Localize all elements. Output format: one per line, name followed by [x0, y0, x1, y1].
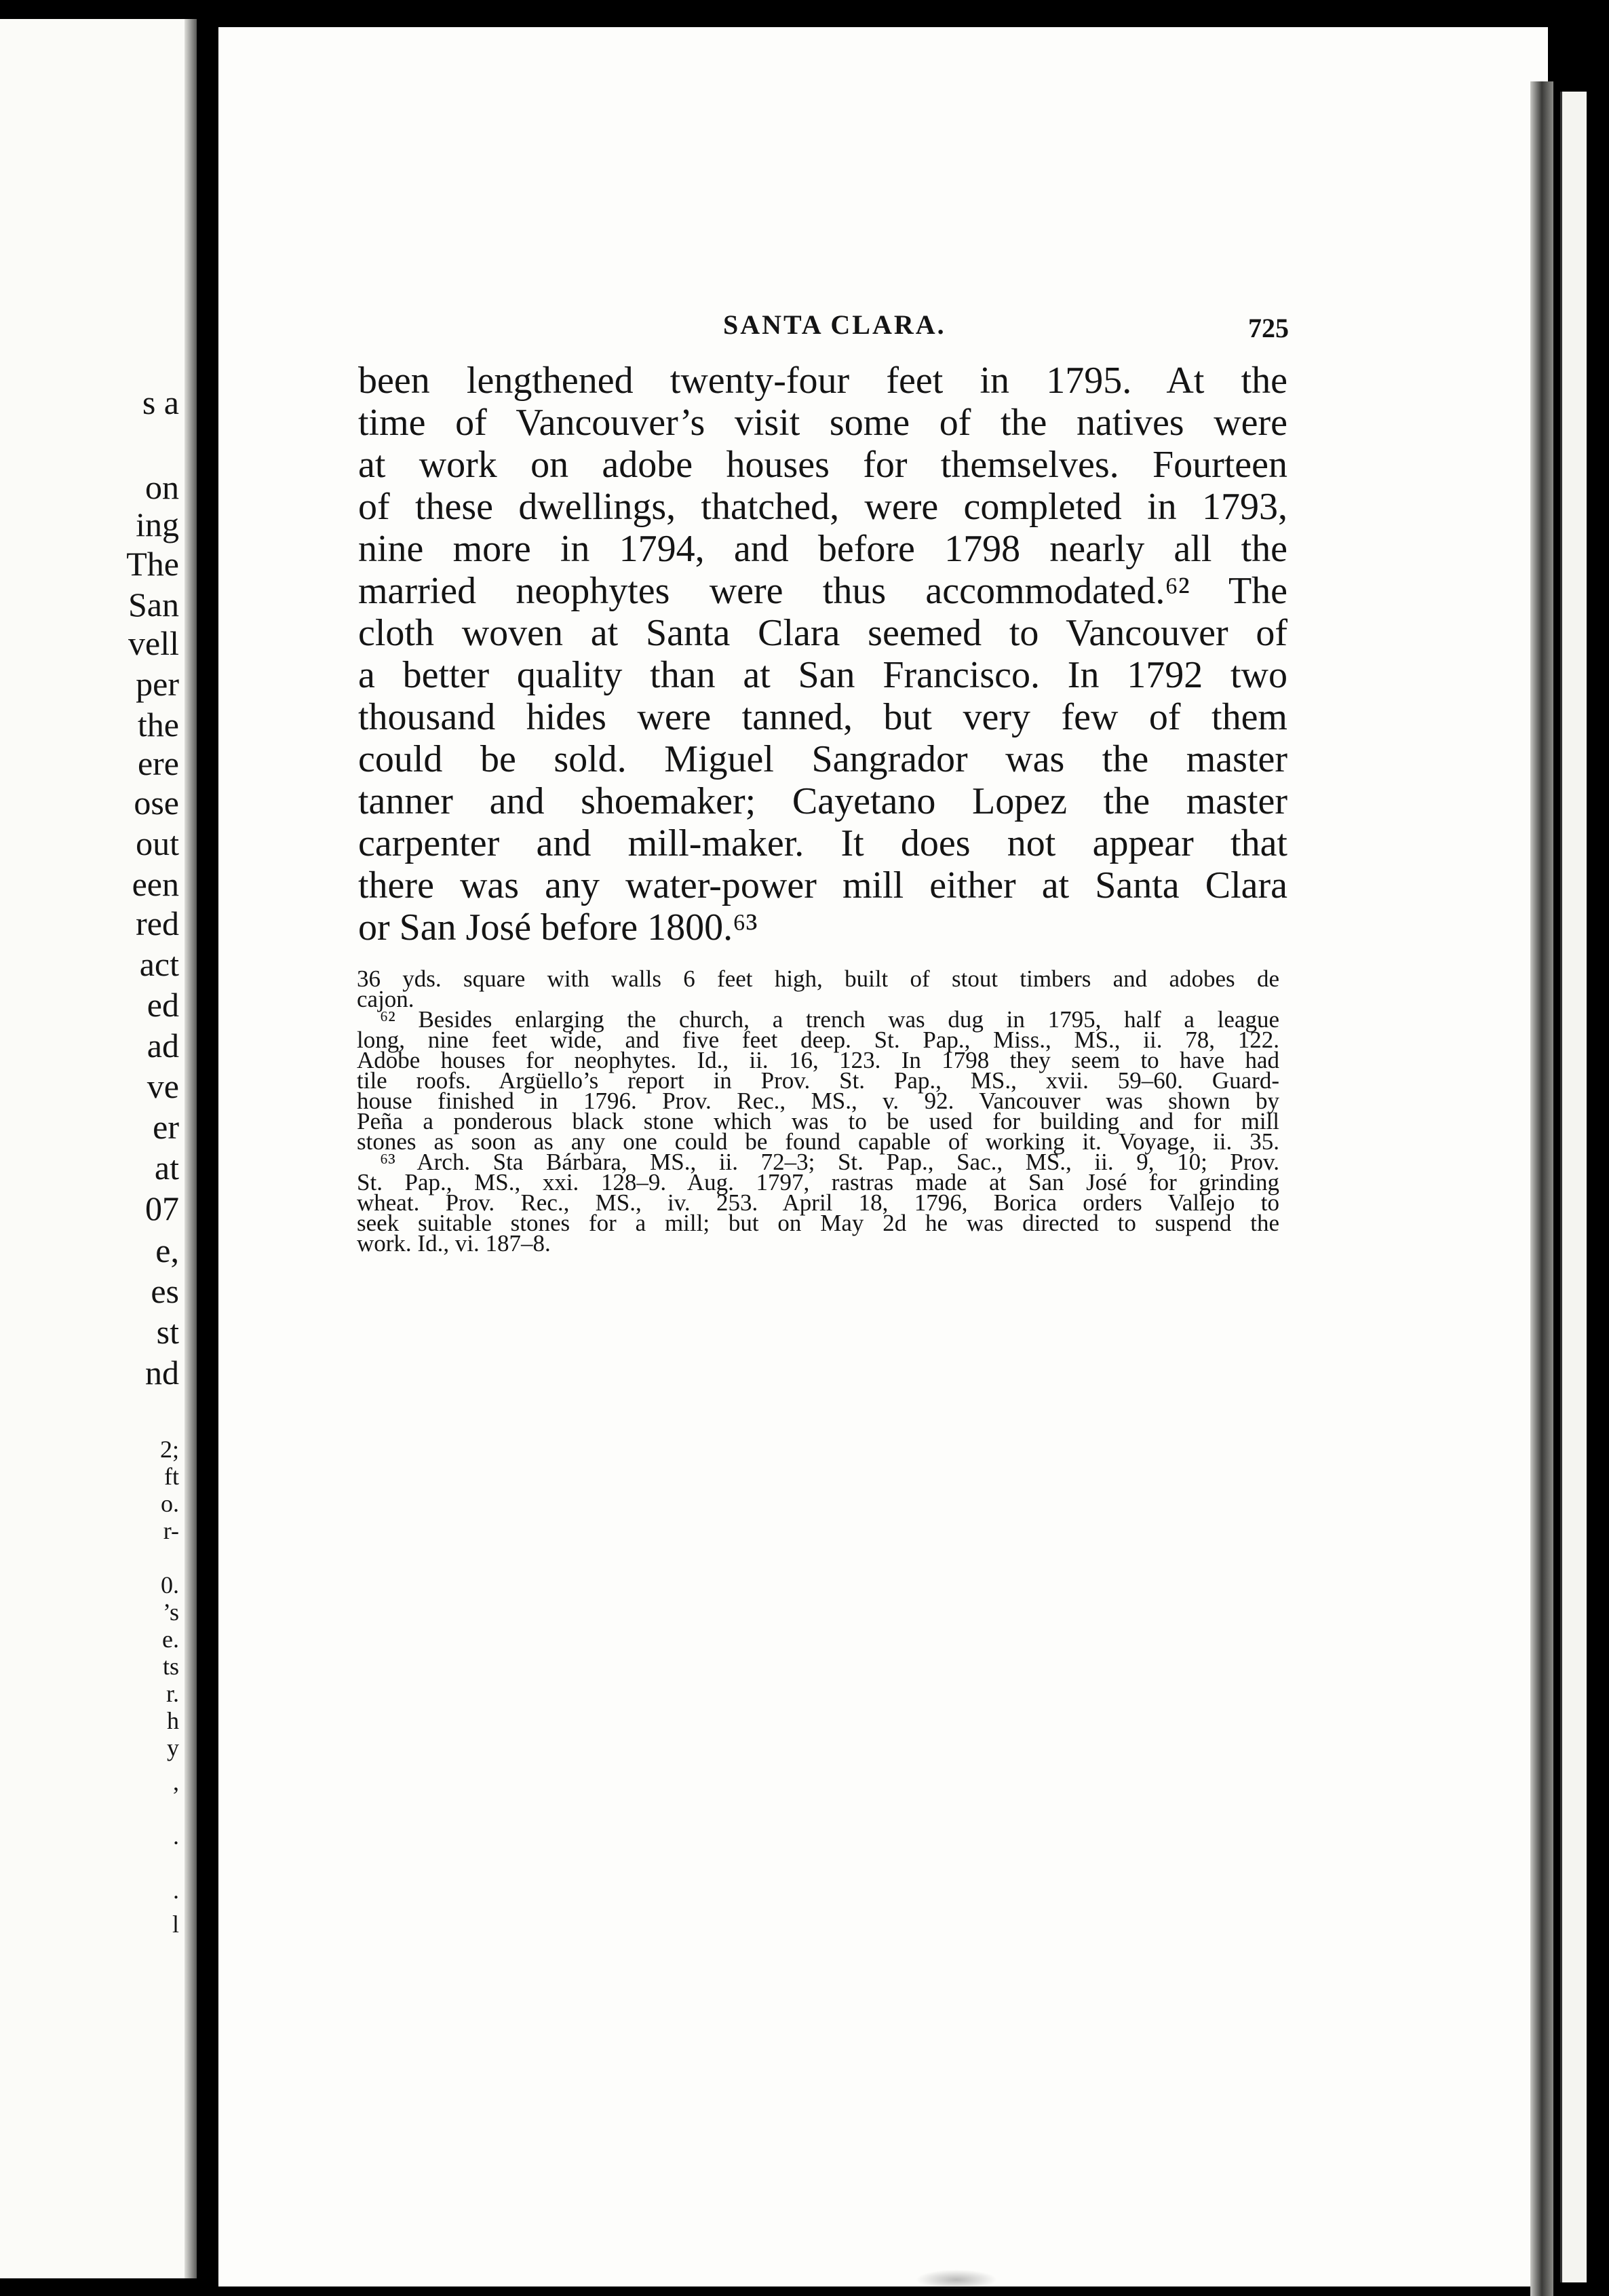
facing-page-line: o.: [161, 1490, 179, 1517]
facing-page-line: een: [132, 865, 179, 903]
footnote-line: house finished in 1796. Prov. Rec., MS., v. 92. Vancouver was shown by: [357, 1088, 1279, 1114]
facing-page-line: y: [167, 1734, 179, 1761]
facing-page-line: at: [154, 1149, 179, 1187]
facing-page-line: vell: [128, 624, 179, 662]
facing-page-line: r-: [163, 1517, 179, 1544]
facing-page-line: ,: [173, 1768, 179, 1795]
scan-smudge: [916, 2270, 997, 2290]
facing-page-line: act: [139, 945, 179, 983]
facing-page-line: ose: [134, 784, 179, 822]
facing-page-line: ad: [147, 1027, 179, 1065]
body-line: could be sold. Miguel Sangrador was the master: [358, 738, 1287, 780]
facing-page-line: e,: [155, 1231, 179, 1269]
facing-page-line: es: [151, 1272, 179, 1310]
facing-page-line: 0.: [161, 1571, 179, 1599]
facing-page-line: ve: [147, 1067, 179, 1105]
facing-page-line: 07: [145, 1189, 179, 1227]
page-edge-strip: [1560, 92, 1587, 2282]
footnote-line: 36 yds. square with walls 6 feet high, built of stout timbers and adobes de: [357, 965, 1279, 992]
facing-page-line: s a: [142, 383, 179, 421]
facing-page-line: ’s: [162, 1599, 179, 1626]
facing-page-line: .: [173, 1822, 179, 1850]
facing-page-line: 2;: [159, 1436, 179, 1463]
facing-page-line: ere: [137, 744, 179, 782]
page-edge-shadow: [185, 19, 197, 2278]
footnote-line: wheat. Prov. Rec., MS., iv. 253. April 18, 1796, Borica orders Vallejo to: [357, 1189, 1279, 1216]
body-line: married neophytes were thus accommodated.⁶² The: [358, 570, 1287, 612]
facing-page-line: .: [173, 1877, 179, 1904]
facing-page-line: r.: [166, 1680, 179, 1707]
body-line: at work on adobe houses for themselves. Fourteen: [358, 444, 1287, 486]
facing-page-line: er: [153, 1108, 179, 1146]
footnote-line: Peña a ponderous black stone which was to be used for building and for mill: [357, 1108, 1279, 1134]
footnote-line: St. Pap., MS., xxi. 128–9. Aug. 1797, rastras made at San José for grinding: [357, 1169, 1279, 1195]
body-line: carpenter and mill-maker. It does not appear that: [358, 822, 1287, 864]
footnote-63: ⁶³ Arch. Sta Bárbara, MS., ii. 72–3; St. Pap., Sac., MS., ii. 9, 10; Prov.: [380, 1149, 1279, 1175]
body-line: time of Vancouver’s visit some of the natives were: [358, 402, 1287, 444]
footnote-line: seek suitable stones for a mill; but on May 2d he was directed to suspend the: [357, 1210, 1279, 1236]
footnote-62: ⁶² Besides enlarging the church, a trench was dug in 1795, half a league: [380, 1006, 1279, 1033]
footnote-line: work. Id., vi. 187–8.: [357, 1230, 551, 1257]
footnotes: [357, 965, 1279, 1257]
facing-page-line: per: [136, 665, 179, 703]
body-line: of these dwellings, thatched, were completed in 1793,: [358, 486, 1287, 528]
footnote-line: tile roofs. Argüello’s report in Prov. St. Pap., MS., xvii. 59–60. Guard-: [357, 1067, 1279, 1094]
footnote-line: Adobe houses for neophytes. Id., ii. 16, 123. In 1798 they seem to have had: [357, 1047, 1279, 1073]
facing-page-line: ft: [164, 1463, 179, 1490]
facing-page-line: red: [136, 904, 179, 942]
footnote-line: long, nine feet wide, and five feet deep. St. Pap., Miss., MS., ii. 78, 122.: [357, 1027, 1279, 1053]
facing-page-line: the: [137, 706, 179, 744]
book-spine-shadow: [1530, 81, 1553, 2296]
facing-page-line: h: [167, 1707, 179, 1734]
facing-page-line: ts: [162, 1653, 179, 1680]
body-line: tanner and shoemaker; Cayetano Lopez the master: [358, 780, 1287, 822]
main-text: [358, 360, 1287, 949]
facing-page-line: San: [128, 586, 179, 624]
facing-page-line: out: [136, 824, 179, 862]
facing-page-line: ed: [147, 986, 179, 1024]
body-line: been lengthened twenty-four feet in 1795. At the: [358, 360, 1287, 402]
facing-page-line: e.: [162, 1626, 179, 1653]
page-number: 725: [1248, 313, 1289, 343]
body-line: a better quality than at San Francisco. In 1792 two: [358, 654, 1287, 696]
facing-page-line: on: [145, 468, 179, 506]
footnote-line: stones as soon as any one could be found capable of working it. Voyage, ii. 35.: [357, 1128, 1279, 1155]
body-line: or San José before 1800.⁶³: [358, 906, 758, 949]
facing-page-line: ing: [136, 505, 179, 543]
body-line: nine more in 1794, and before 1798 nearly all the: [358, 528, 1287, 570]
facing-page-line: l: [172, 1911, 179, 1938]
facing-page-line: st: [156, 1313, 179, 1351]
body-line: there was any water-power mill either at Santa Clara: [358, 864, 1287, 906]
body-line: thousand hides were tanned, but very few of them: [358, 696, 1287, 738]
footnote-line: cajon.: [357, 986, 414, 1012]
facing-page-fragment: [0, 19, 197, 2278]
running-head: SANTA CLARA.: [723, 309, 946, 340]
facing-page-line: nd: [145, 1354, 179, 1392]
facing-page-line: The: [126, 545, 179, 583]
body-line: cloth woven at Santa Clara seemed to Vancouver of: [358, 612, 1287, 654]
